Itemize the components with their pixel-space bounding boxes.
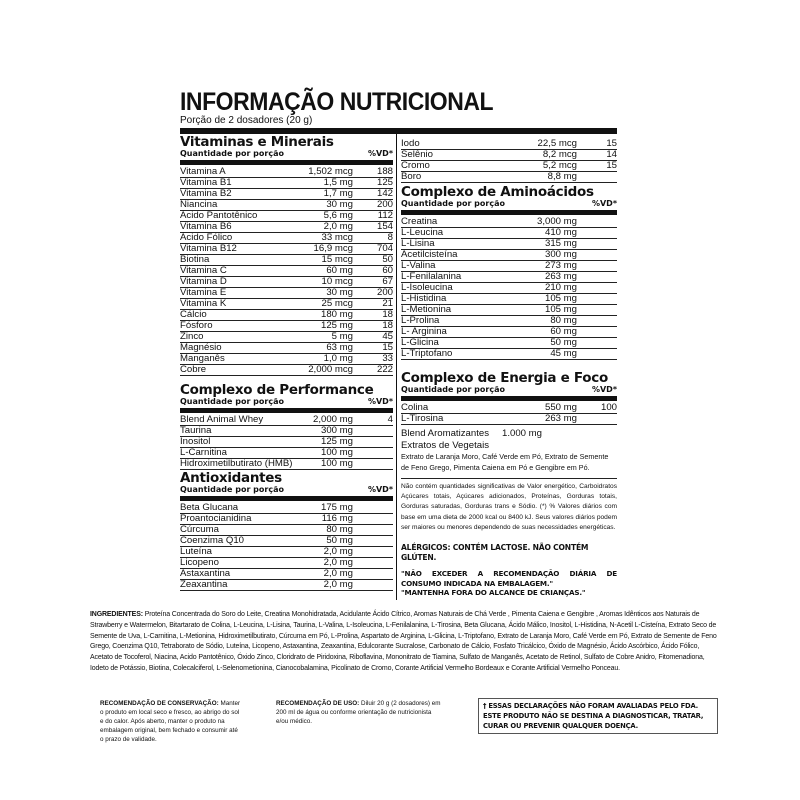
- nutrient-amount: 175 mg: [321, 502, 353, 513]
- serving-size: Porção de 2 dosadores (20 g): [180, 115, 313, 126]
- section-title: Vitaminas e Minerais: [180, 134, 334, 150]
- table-row: [180, 365, 393, 376]
- conservation-text: Manter o produto em local seco e fresco, ao abrigo do sol e do calor. Após aberto, manter o produto na embalagem original, bem fechado e consumir até o prazo de validade.: [100, 700, 241, 743]
- nutrient-dv: [353, 558, 393, 568]
- nutrient-name: Niancina: [180, 199, 218, 210]
- nutrient-amount: 25 mcg: [321, 298, 353, 309]
- qty-header: Quantidade por porção: [180, 485, 284, 494]
- nutrient-name: Taurina: [180, 425, 212, 436]
- column-divider: [396, 134, 397, 600]
- nutrient-dv: 112: [377, 210, 393, 221]
- nutrient-dv: [353, 448, 393, 458]
- nutrient-name: L-Fenilalanina: [401, 271, 462, 282]
- nutrient-amount: 263 mg: [545, 271, 577, 282]
- nutrient-amount: 3,000 mg: [536, 216, 577, 227]
- nutrient-dv: 15: [382, 342, 393, 353]
- nutrient-dv: [353, 580, 393, 590]
- page-title: INFORMAÇÃO NUTRICIONAL: [180, 88, 494, 116]
- section-title: Complexo de Energia e Foco: [401, 370, 608, 386]
- nutrient-name: L-Triptofano: [401, 348, 453, 359]
- nutrient-amount: 125 mg: [321, 436, 353, 447]
- vd-header: %VD*: [591, 385, 617, 394]
- nutrient-name: Licopeno: [180, 557, 219, 568]
- nutrient-name: Acetilcisteína: [401, 249, 458, 260]
- nutrient-amount: 1,7 mg: [323, 188, 353, 199]
- blend-name: Blend Aromatizantes: [401, 428, 489, 439]
- nutrient-amount: 45 mg: [550, 348, 577, 359]
- blend-amount: 1.000 mg: [502, 428, 543, 439]
- nutrient-name: L-Carnitina: [180, 447, 227, 458]
- ingredients: [90, 610, 720, 675]
- nutrient-amount: 300 mg: [545, 249, 577, 260]
- nutrient-amount: 410 mg: [545, 227, 577, 238]
- blend-name-2: Extratos de Vegetais: [401, 440, 489, 451]
- nutrient-table: [180, 167, 393, 376]
- nutrient-amount: 116 mg: [321, 513, 353, 524]
- nutrient-dv: [353, 525, 393, 535]
- right-column: [401, 139, 617, 598]
- nutrient-name: L-Lisina: [401, 238, 435, 249]
- nutrient-amount: 100 mg: [321, 447, 353, 458]
- nutrient-amount: 10 mcg: [321, 276, 353, 287]
- nutrient-amount: 80 mg: [326, 524, 353, 535]
- nutrient-amount: 315 mg: [545, 238, 577, 249]
- nutrient-name: Blend Animal Whey: [180, 414, 264, 425]
- nutrient-amount: 30 mg: [326, 287, 353, 298]
- table-row: [401, 139, 617, 150]
- nutrient-table: [401, 217, 617, 360]
- nutrient-amount: 550 mg: [545, 402, 577, 413]
- nutrient-dv: 45: [382, 331, 393, 342]
- nutrient-name: Cúrcuma: [180, 524, 219, 535]
- nutrient-dv: 142: [376, 188, 393, 199]
- warning-dosage: "NÃO EXCEDER A RECOMENDAÇÃO DIÁRIA DE CONSUMO INDICADA NA EMBALAGEM.": [401, 569, 617, 588]
- nutrient-dv: [577, 228, 617, 238]
- nutrient-amount: 30 mg: [326, 199, 353, 210]
- table-row: [401, 349, 617, 360]
- nutrient-table: [180, 415, 393, 470]
- nutrient-name: Astaxantina: [180, 568, 231, 579]
- nutrient-amount: 2,0 mg: [323, 579, 353, 590]
- nutrient-amount: 5,6 mg: [323, 210, 353, 221]
- ingredients-text: Proteína Concentrada do Soro do Leite, Creatina Monohidratada, Acidulante Ácido Cítrico, Aromas Naturais de Chá Verde , Pimenta Caiena e Gengibre , Aromas Idênticos aos Naturais de Strawberry e Watermelon, Bitartarato de Colina, L-Leucina, L-Lisina, Taurina, L-Valina, L-Isoleucina, L-Fenilalanina, L-Tirosina, Beta Glucana, Ácido Málico, Inositol, L-Histidina, N-Acetil L-Cisteína, Extrato Seco de Semente de Uva, L-Carnitina, L-Metionina, Hidroximetilbutirato, Cúrcuma em Pó, L-Prolina, Aspartato de Arginina, L-Glicina, L-Triptofano, Extrato de Laranja Moro, Café Verde em Pó, Extrato de Semente de Feno Grego, Coenzima Q10, Tetraborato de Sódio, Luteína, Licopeno, Astaxantina, Zeaxantina, Edulcorante Sucralose, Carbonato de Cálcio, Fosfato Tricálcico, Óxido de Magnésio, Ácido Ascórbico, Ácido Fólico, Acetato de Tocoferol, Niacina, Acido Pantotênico, Óxido Zinco, Cloridrato de Piridoxina, Riboflavina, Mononitrato de Tiamina, Sulfato de Manganês, Acetato de Retinol, Sulfato de Cobre Anidro, Fitomenadiona, Iodeto de Potássio, Biotina, Colecalciferol, L-Selenometionina, Cianocobalamina, Picolinato de Cromo, Corante Artificial Vermelho Bordeaux e Corante Artificial Vermelho Ponceau.: [90, 611, 717, 672]
- nutrient-amount: 60 mg: [550, 326, 577, 337]
- nutrient-amount: 2,0 mg: [323, 568, 353, 579]
- nutrient-amount: 8,8 mg: [547, 171, 577, 182]
- nutrient-name: Vitamina D: [180, 276, 227, 287]
- nutrient-name: Vitamina B6: [180, 221, 232, 232]
- nutrient-name: Zinco: [180, 331, 204, 342]
- table-row: [180, 321, 393, 332]
- nutrient-dv: 15: [606, 160, 617, 171]
- usage-text: Diluir 20 g (2 dosadores) em 200 ml de água ou conforme orientação de nutricionista e/ou médico.: [276, 700, 441, 725]
- section-subheader: [401, 199, 617, 215]
- nutrient-amount: 50 mg: [550, 337, 577, 348]
- table-row: [180, 244, 393, 255]
- nutrient-amount: 80 mg: [550, 315, 577, 326]
- nutrient-dv: [577, 283, 617, 293]
- nutrient-dv: [577, 294, 617, 304]
- nutrient-name: Vitamina B2: [180, 188, 232, 199]
- nutrient-name: Colina: [401, 402, 429, 413]
- nutrient-name: L-Metionina: [401, 304, 452, 315]
- nutrient-amount: 125 mg: [321, 320, 353, 331]
- table-row: [401, 150, 617, 161]
- nutrient-amount: 100 mg: [321, 458, 353, 469]
- nutrient-dv: 33: [382, 353, 393, 364]
- vd-header: %VD*: [367, 149, 393, 158]
- nutrient-name: Iodo: [401, 138, 420, 149]
- nutrient-name: Fósforo: [180, 320, 213, 331]
- allergens: ALÉRGICOS: CONTÉM LACTOSE. NÃO CONTÉM GLÚTEN.: [401, 543, 589, 563]
- nutrient-name: Vitamina E: [180, 287, 227, 298]
- nutrient-amount: 5,2 mcg: [542, 160, 577, 171]
- nutrient-dv: 188: [376, 166, 393, 177]
- conservation: [100, 699, 242, 744]
- vd-header: %VD*: [367, 397, 393, 406]
- vd-header: %VD*: [591, 199, 617, 208]
- nutrient-dv: 704: [376, 243, 393, 254]
- nutrient-dv: [577, 217, 617, 227]
- blend-row: [401, 428, 617, 440]
- nutrient-name: Zeaxantina: [180, 579, 228, 590]
- nutrient-amount: 50 mg: [326, 535, 353, 546]
- nutrient-amount: 2,0 mg: [323, 221, 353, 232]
- nutrient-dv: 125: [376, 177, 393, 188]
- nutrient-dv: [353, 547, 393, 557]
- nutrient-amount: 2,0 mg: [323, 546, 353, 557]
- table-row: [180, 354, 393, 365]
- disclaimer: Não contém quantidades significativas de Valor energético, Carboidratos Açúcares totais, Açúcares adicionados, Proteínas, Gorduras totais, Gorduras saturadas, Gorduras trans e Sódio. (*) % Valores diários com base em uma dieta de 2000 kcal ou 8400 kJ. Seus valores diários podem ser maiores ou menores dependendo de suas necessidades energéticas.: [401, 478, 617, 533]
- section-subheader: [180, 397, 393, 413]
- nutrient-name: L-Histidina: [401, 293, 447, 304]
- nutrient-name: Coenzima Q10: [180, 535, 244, 546]
- nutrient-amount: 1,502 mcg: [308, 166, 353, 177]
- nutrient-amount: 2,000 mg: [312, 414, 353, 425]
- table-row: [180, 459, 393, 470]
- nutrient-dv: 15: [606, 138, 617, 149]
- conservation-label: RECOMENDAÇÃO DE CONSERVAÇÃO:: [100, 700, 219, 707]
- table-row: [401, 161, 617, 172]
- nutrient-name: Vitamina B12: [180, 243, 237, 254]
- nutrient-dv: [577, 327, 617, 337]
- usage: [276, 699, 444, 726]
- nutrient-name: L-Valina: [401, 260, 436, 271]
- nutrient-name: L-Leucina: [401, 227, 444, 238]
- nutrient-dv: [577, 338, 617, 348]
- nutrient-name: Creatina: [401, 216, 438, 227]
- vd-header: %VD*: [367, 485, 393, 494]
- table-row: [180, 299, 393, 310]
- nutrient-name: Inositol: [180, 436, 211, 447]
- section-subheader: [180, 149, 393, 165]
- nutrient-dv: 154: [376, 221, 393, 232]
- nutrient-dv: [577, 239, 617, 249]
- nutrient-dv: 200: [376, 287, 393, 298]
- nutrient-amount: 15 mcg: [321, 254, 353, 265]
- nutrient-dv: 200: [376, 199, 393, 210]
- nutrient-dv: 67: [382, 276, 393, 287]
- nutrient-dv: [577, 272, 617, 282]
- nutrient-dv: 4: [387, 414, 393, 425]
- nutrient-dv: 14: [606, 149, 617, 160]
- table-row: [401, 172, 617, 183]
- nutrient-amount: 16,9 mcg: [313, 243, 353, 254]
- nutrient-dv: [577, 305, 617, 315]
- section-title: Complexo de Aminoácidos: [401, 184, 594, 200]
- qty-header: Quantidade por porção: [401, 385, 505, 394]
- nutrient-name: Boro: [401, 171, 422, 182]
- table-row: [180, 426, 393, 437]
- nutrient-name: Vitamina B1: [180, 177, 232, 188]
- nutrient-name: Cálcio: [180, 309, 207, 320]
- nutrient-amount: 60 mg: [326, 265, 353, 276]
- nutrient-dv: [353, 459, 393, 469]
- nutrient-dv: 60: [382, 265, 393, 276]
- nutrient-amount: 2,0 mg: [323, 557, 353, 568]
- section-subheader: [180, 485, 393, 501]
- table-row: [180, 415, 393, 426]
- nutrient-table: [401, 139, 617, 183]
- nutrient-amount: 180 mg: [321, 309, 353, 320]
- nutrient-name: Vitamina A: [180, 166, 226, 177]
- nutrient-amount: 300 mg: [321, 425, 353, 436]
- warning-children: "MANTENHA FORA DO ALCANCE DE CRIANÇAS.": [401, 588, 586, 598]
- nutrient-name: Hidroximetilbutirato (HMB): [180, 458, 293, 469]
- section-performance: [180, 384, 393, 470]
- nutrient-dv: 21: [382, 298, 393, 309]
- nutrient-dv: [577, 349, 617, 359]
- nutrient-name: L-Prolina: [401, 315, 440, 326]
- nutrient-dv: 100: [600, 402, 617, 413]
- qty-header: Quantidade por porção: [180, 149, 284, 158]
- section-antioxidants: [180, 472, 393, 591]
- section-title: Complexo de Performance: [180, 382, 374, 398]
- nutrient-dv: [577, 316, 617, 326]
- nutrient-dv: 50: [382, 254, 393, 265]
- nutrient-name: Cobre: [180, 364, 207, 375]
- nutrient-dv: 18: [382, 309, 393, 320]
- nutrient-name: Vitamina C: [180, 265, 227, 276]
- nutrient-dv: [353, 437, 393, 447]
- nutrient-name: Ácido Fólico: [180, 232, 233, 243]
- ingredients-label: INGREDIENTES:: [90, 611, 143, 618]
- nutrient-amount: 63 mg: [326, 342, 353, 353]
- section-energy: [401, 372, 617, 598]
- nutrient-name: Manganês: [180, 353, 225, 364]
- nutrient-amount: 33 mcg: [321, 232, 353, 243]
- qty-header: Quantidade por porção: [180, 397, 284, 406]
- nutrient-amount: 1,5 mg: [323, 177, 353, 188]
- nutrient-amount: 2,000 mcg: [308, 364, 353, 375]
- nutrient-dv: [353, 569, 393, 579]
- nutrient-amount: 1,0 mg: [323, 353, 353, 364]
- table-row: [401, 414, 617, 425]
- nutrient-name: Ácido Pantotênico: [180, 210, 258, 221]
- nutrient-name: Luteína: [180, 546, 213, 557]
- nutrient-dv: 18: [382, 320, 393, 331]
- qty-header: Quantidade por porção: [401, 199, 505, 208]
- nutrient-amount: 210 mg: [545, 282, 577, 293]
- section-vitamins: [180, 136, 393, 376]
- nutrient-name: L-Glicina: [401, 337, 439, 348]
- nutrient-name: L- Arginina: [401, 326, 447, 337]
- nutrient-amount: 273 mg: [545, 260, 577, 271]
- nutrient-table: [180, 503, 393, 591]
- section-subheader: [401, 385, 617, 401]
- nutrient-table: [401, 403, 617, 425]
- blend-description: Extrato de Laranja Moro, Café Verde em Pó, Extrato de Semente de Feno Grego, Pimenta Caiena em Pó e Gengibre em Pó.: [401, 452, 609, 472]
- nutrient-dv: [353, 503, 393, 513]
- fda-disclaimer: † ESSAS DECLARAÇÕES NÃO FORAM AVALIADAS PELO FDA. ESTE PRODUTO NÃO SE DESTINA A DIAGNOSTICAR, TRATAR, CURAR OU PREVENIR QUALQUER DOENÇA.: [478, 698, 718, 734]
- nutrient-amount: 105 mg: [545, 293, 577, 304]
- nutrient-name: Cromo: [401, 160, 430, 171]
- nutrient-name: Proantocianidina: [180, 513, 252, 524]
- nutrient-amount: 8,2 mcg: [542, 149, 577, 160]
- nutrient-amount: 263 mg: [545, 413, 577, 424]
- nutrient-dv: [353, 514, 393, 524]
- nutrient-name: Selênio: [401, 149, 434, 160]
- section-title: Antioxidantes: [180, 470, 282, 486]
- nutrient-name: Magnésio: [180, 342, 222, 353]
- nutrient-dv: [577, 261, 617, 271]
- nutrient-amount: 5 mg: [331, 331, 353, 342]
- nutrient-amount: 105 mg: [545, 304, 577, 315]
- nutrient-dv: [353, 536, 393, 546]
- nutrient-dv: [577, 172, 617, 182]
- nutrient-dv: [577, 250, 617, 260]
- nutrient-name: Biotina: [180, 254, 210, 265]
- section-amino: [401, 186, 617, 360]
- left-column: [180, 136, 393, 591]
- nutrient-dv: 8: [387, 232, 393, 243]
- blend-dv: [577, 428, 617, 440]
- nutrient-dv: [577, 414, 617, 424]
- nutrient-name: L-Tirosina: [401, 413, 444, 424]
- nutrient-name: Vitamina K: [180, 298, 227, 309]
- usage-label: RECOMENDAÇÃO DE USO:: [276, 700, 360, 707]
- nutrient-dv: [353, 426, 393, 436]
- nutrient-dv: 222: [376, 364, 393, 375]
- table-row: [180, 580, 393, 591]
- nutrient-amount: 22,5 mcg: [537, 138, 577, 149]
- nutrient-name: Beta Glucana: [180, 502, 239, 513]
- nutrient-name: L-Isoleucina: [401, 282, 453, 293]
